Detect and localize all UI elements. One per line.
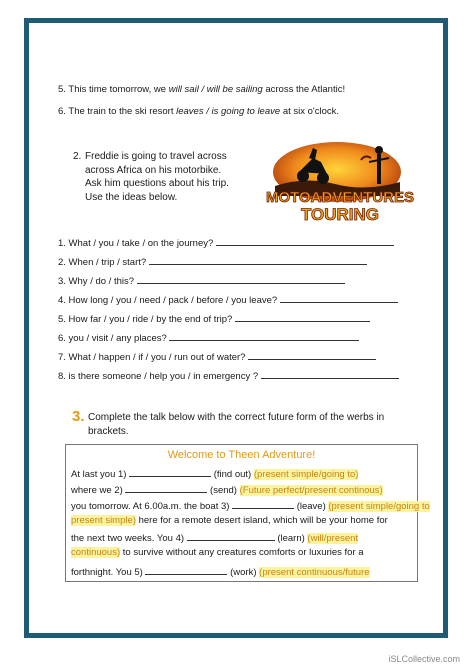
talk-line-6: continuous) to survive without any creatures comforts or luxuries for a: [71, 547, 364, 558]
talk-line-4: present simple) here for a remote desert island, which will be your home for: [71, 515, 388, 526]
logo-text: [266, 189, 414, 224]
choice-6[interactable]: leaves / is going to leave: [176, 106, 281, 117]
section-3-number: 3.: [72, 408, 85, 425]
svg-text:MOTOADVENTURES: MOTOADVENTURES: [265, 189, 415, 206]
talk-title: Welcome to Theen Adventure!: [167, 449, 316, 461]
talk-line-1: At last you 1) (find out) (present simple/going to): [71, 469, 359, 480]
talk-line-3: you tomorrow. At 6.00a.m. the boat 3) (leave) (present simple/going to: [71, 501, 430, 512]
question-1: 1. What / you / take / on the journey?: [58, 236, 394, 249]
question-5: 5. This time tomorrow, we will sail / will be sailing across the Atlantic!: [58, 84, 346, 95]
question-6b: 6. you / visit / any places?: [58, 331, 359, 344]
talk-box: [65, 444, 430, 582]
answer-line-6[interactable]: [169, 331, 359, 341]
question-2: 2. When / trip / start?: [58, 255, 367, 268]
question-3: 3. Why / do / this?: [58, 274, 345, 287]
answer-line-7[interactable]: [248, 350, 376, 360]
blank-1[interactable]: [129, 467, 211, 477]
question-7: 7. What / happen / if / you / run out of water?: [58, 350, 376, 363]
answer-line-8[interactable]: [261, 369, 399, 379]
section-2-instructions: 2. Freddie is going to travel across across Africa on his motorbike. Ask him questions about his trip. Use the ideas below.: [73, 151, 229, 203]
blank-3[interactable]: [232, 499, 294, 509]
svg-text:TOURING: TOURING: [300, 205, 380, 224]
question-4: 4. How long / you / need / pack / before / you leave?: [58, 293, 398, 306]
answer-line-3[interactable]: [137, 274, 345, 284]
question-8: 8. is there someone / help you / in emergency ?: [58, 369, 399, 382]
question-5b: 5. How far / you / ride / by the end of trip?: [58, 312, 370, 325]
choice-5[interactable]: will sail / will be sailing: [168, 84, 263, 95]
answer-line-5[interactable]: [235, 312, 370, 322]
answer-line-2[interactable]: [149, 255, 367, 265]
site-watermark: iSLCollective.com: [388, 654, 460, 664]
blank-4[interactable]: [187, 531, 275, 541]
talk-line-2: where we 2) (send) (Future perfect/present continous): [71, 485, 383, 496]
question-6: 6. The train to the ski resort leaves / is going to leave at six o'clock.: [58, 106, 340, 117]
talk-line-5: the next two weeks. You 4) (learn) (will/present: [71, 533, 359, 544]
section-3-instruction: Complete the talk below with the correct future form of the werbs in brackets.: [88, 412, 385, 437]
blank-5[interactable]: [145, 565, 227, 575]
motoadventures-logo: [265, 136, 415, 228]
answer-line-1[interactable]: [216, 236, 394, 246]
talk-line-7: forthnight. You 5) (work) (present continuous/future: [71, 567, 370, 578]
answer-line-4[interactable]: [280, 293, 398, 303]
blank-2[interactable]: [125, 483, 207, 493]
